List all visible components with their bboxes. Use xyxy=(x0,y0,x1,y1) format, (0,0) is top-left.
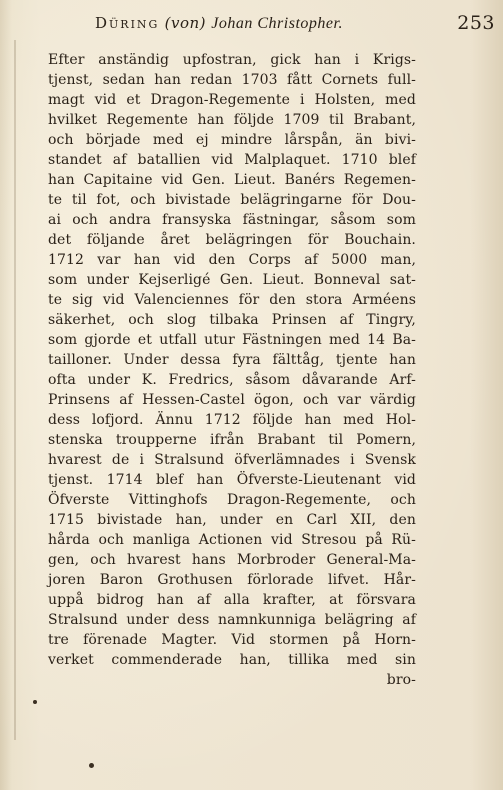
text-line: Öfverste Vittinghofs Dragon-Regemente, och xyxy=(48,492,416,508)
text-line: magt vid et Dragon-Regemente i Holsten, med xyxy=(48,92,416,108)
header-particle: (von) xyxy=(164,14,206,32)
text-line: ai och andra fransyska fästningar, såsom som xyxy=(48,212,416,228)
text-line: tailloner. Under dessa fyra fälttåg, tjente han xyxy=(48,352,416,368)
text-line: hårda och manliga Actionen vid Stresou på Rü- xyxy=(48,532,416,548)
text-line: som under Kejserligé Gen. Lieut. Bonneval sat- xyxy=(48,272,416,288)
page-number: 253 xyxy=(457,12,495,34)
text-line: Efter anständig upfostran, gick han i Krigs- xyxy=(48,52,416,68)
text-line: hvilket Regemente han följde 1709 til Brabant, xyxy=(48,112,416,128)
text-line: 1715 bivistade han, under en Carl XII, den xyxy=(48,512,416,528)
page-gutter-shadow xyxy=(14,40,16,740)
text-line: uppå bidrog han af alla krafter, at försvara xyxy=(48,592,416,608)
body-text xyxy=(48,50,416,690)
text-line: Prinsens af Hessen-Castel ögon, och var värdig xyxy=(48,392,416,408)
text-line: te sig vid Valenciennes för den stora Arméens xyxy=(48,292,416,308)
text-line: stenska troupperne ifrån Brabant til Pomern, xyxy=(48,432,416,448)
text-line: 1712 var han vid den Corps af 5000 man, xyxy=(48,252,416,268)
text-line: hvarest de i Stralsund öfverlämnades i Svensk xyxy=(48,452,416,468)
text-line: säkerhet, och slog tilbaka Prinsen af Tingry, xyxy=(48,312,416,328)
text-line: tjenst, sedan han redan 1703 fått Cornets full- xyxy=(48,72,416,88)
text-line: tre förenade Magter. Vid stormen på Horn- xyxy=(48,632,416,648)
header-name: Johan Christopher. xyxy=(211,15,343,32)
text-line: te til fot, och bivistade belägringarne för Dou- xyxy=(48,192,416,208)
text-line: han Capitaine vid Gen. Lieut. Banérs Regemen- xyxy=(48,172,416,188)
running-header xyxy=(95,14,495,40)
text-line: standet af batallien vid Malplaquet. 1710 blef xyxy=(48,152,416,168)
catchword: bro- xyxy=(386,672,416,688)
header-author: Düring xyxy=(95,14,160,32)
ink-speck xyxy=(33,700,37,704)
text-line: Stralsund under dess namnkunniga belägring af xyxy=(48,612,416,628)
text-line: ofta under K. Fredrics, såsom dåvarande Arf- xyxy=(48,372,416,388)
text-line: verket commenderade han, tillika med sin xyxy=(48,652,416,668)
text-line: gen, och hvarest hans Morbroder General-Ma- xyxy=(48,552,416,568)
ink-speck xyxy=(89,763,94,768)
text-line: det följande året belägringen för Bouchain. xyxy=(48,232,416,248)
text-line: och började med ej mindre lårspån, än bivi- xyxy=(48,132,416,148)
text-line: joren Baron Grothusen förlorade lifvet. Hår- xyxy=(48,572,416,588)
text-line: dess lofjord. Ännu 1712 följde han med Hol- xyxy=(48,412,416,428)
text-line: som gjorde et utfall utur Fästningen med 14 Ba- xyxy=(48,332,416,348)
text-line: tjenst. 1714 blef han Öfverste-Lieutenant vid xyxy=(48,472,416,488)
